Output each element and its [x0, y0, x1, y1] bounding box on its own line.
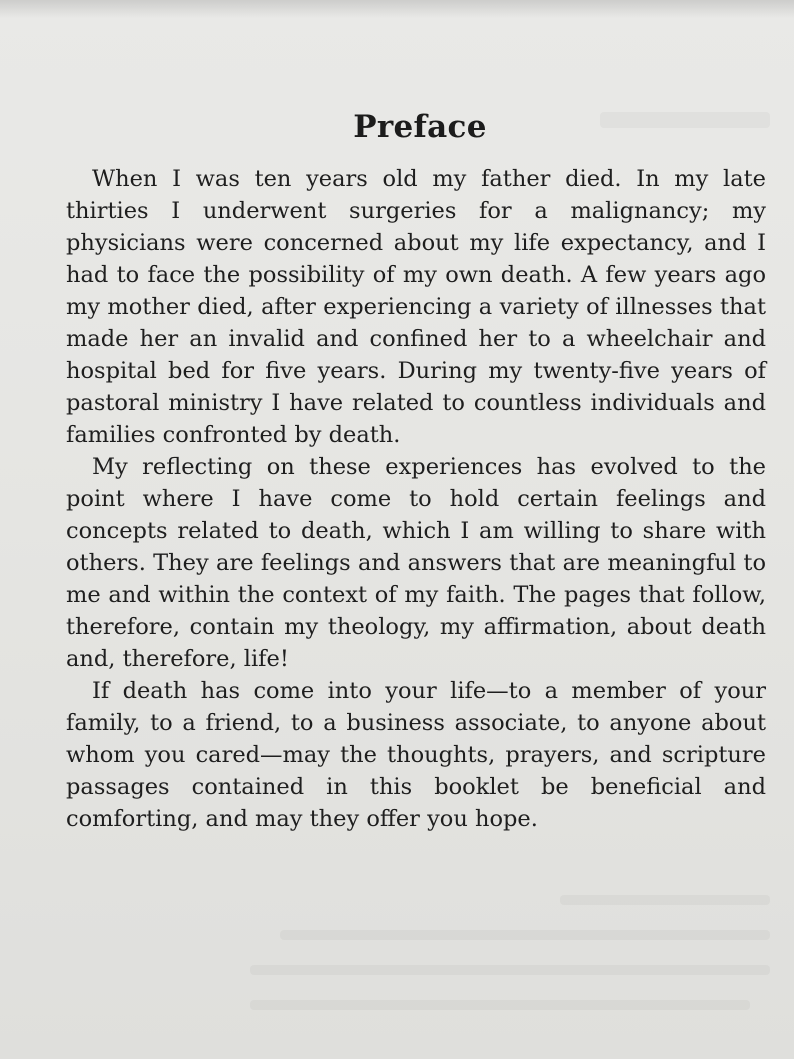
page-top-shadow: [0, 0, 794, 18]
paragraph-2: My reflecting on these experiences has evolved to the point where I have come to hold certain feelings and concepts related to death, which I am willing to share with others. They are feelings and answers that are meaningful to me and within the context of my faith. The pages that follow, therefore, contain my theology, my affirmation, about death and, therefore, life!: [66, 454, 766, 672]
page-title: Preface: [353, 108, 487, 145]
paragraph-3: If death has come into your life—to a member of your family, to a friend, to a business associate, to anyone about whom you cared—may the thoughts, prayers, and scripture passages contained in this booklet be beneficial and comforting, and may they offer you hope.: [66, 678, 766, 832]
paragraph-1: When I was ten years old my father died. In my late thirties I underwent surgeries for a malignancy; my physicians were concerned about my life expectancy, and I had to face the possibility of my own death. A few years ago my mother died, after experiencing a variety of illnesses that made her an invalid and confined her to a wheelchair and hospital bed for five years. During my twenty-five years of pastoral ministry I have related to countless individuals and families confronted by death.: [66, 166, 766, 448]
body-text: [66, 163, 766, 835]
